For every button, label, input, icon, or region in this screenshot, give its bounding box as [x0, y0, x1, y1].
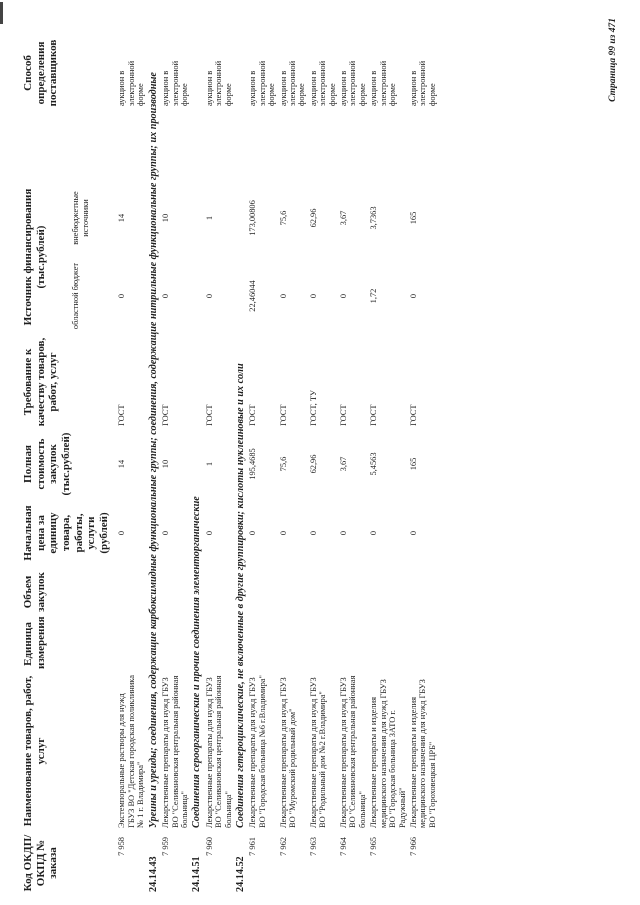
item-volume: [116, 567, 146, 617]
scan-corner-mark: [0, 2, 3, 24]
item-unit-price: 0: [117, 530, 127, 536]
item-unit: [368, 617, 408, 671]
item-blank: [160, 109, 190, 179]
item-quality: ГОСТ: [369, 404, 379, 426]
item-volume: [338, 567, 368, 617]
section-code: 24.14.51: [191, 856, 203, 892]
item-regional: 22,46044: [248, 280, 258, 312]
header-method: Способ определения поставщиков: [22, 39, 60, 107]
item-regional: 0: [278, 293, 288, 299]
item-method: аукцион в электронной форме: [117, 60, 146, 106]
item-unit-price: 0: [308, 530, 318, 536]
item-regional: 0: [204, 293, 214, 299]
item-quality: ГОСТ: [408, 404, 418, 426]
item-total: 5,4563: [369, 452, 379, 476]
item-name: Лекарственные препараты для нужд ГБУЗ ВО "Муромский родильный дом": [278, 677, 298, 828]
item-unit: [408, 617, 438, 671]
item-extra: 173,00806: [248, 200, 258, 236]
order-number: 7 966: [408, 837, 418, 856]
item-name: Экстемпоральные растворы для нужд ГБУЗ ВО "Детская городская поликлиника № 1 г. Владимира": [117, 675, 146, 828]
item-method: аукцион в электронной форме: [161, 60, 189, 106]
item-unit: [338, 617, 368, 671]
header-code: Код ОКДП/ ОКПД № заказа: [22, 834, 60, 892]
item-quality: ГОСТ: [248, 404, 258, 426]
item-quality: ГОСТ, ТУ: [308, 390, 318, 426]
item-blank: [247, 109, 277, 179]
order-number: 7 963: [308, 837, 318, 856]
item-blank: [204, 109, 234, 179]
order-number: 7 965: [369, 837, 379, 856]
item-unit-price: 0: [278, 530, 288, 536]
item-extra: 3,7363: [369, 206, 379, 230]
item-name: Лекарственные препараты для нужд ГБУЗ ВО "Селивановская центральная районная больница": [339, 675, 367, 828]
item-quality: ГОСТ: [117, 404, 127, 426]
item-total: 165: [408, 457, 418, 471]
item-volume: [247, 567, 277, 617]
item-quality: ГОСТ: [204, 404, 214, 426]
item-extra: 165: [408, 211, 418, 225]
header-funding: Источник финансирования (тыс.рублей): [22, 188, 47, 326]
item-method: аукцион в электронной форме: [204, 60, 233, 106]
item-regional: 1,72: [369, 288, 379, 304]
item-volume: [368, 567, 408, 617]
header-regional: областной бюджет: [71, 262, 81, 330]
item-regional: 0: [408, 293, 418, 299]
item-method: аукцион в электронной форме: [308, 60, 337, 106]
item-extra: 10: [161, 213, 171, 223]
item-total: 1: [204, 461, 214, 467]
item-name: Лекарственные препараты для нужд ГБУЗ ВО "Родильный дом №2 г.Владимира": [308, 677, 328, 828]
item-unit: [116, 617, 146, 671]
item-total: 14: [117, 459, 127, 469]
item-extra: 62,96: [308, 208, 318, 228]
header-volume: Объем закупок: [22, 572, 47, 612]
page-footer: Страница 99 из 471: [608, 18, 618, 102]
item-name: Лекарственные препараты и изделия медицинского назначения для нужд ГБУЗ ВО "Городская больница ЗАТО г. Радужный": [369, 679, 407, 828]
section-title: Уреины и уреиды; соединения, содержащие карбоксимидные функциональные группы; соединения, содержащие нитрильные функциональные группы; их производные: [147, 72, 159, 828]
header-extra: внебюджетные источники: [71, 191, 90, 245]
item-blank: [338, 109, 368, 179]
header-unit-price: Начальная цена за единицу товара, работы, услуги (рублей): [22, 505, 110, 561]
item-unit-price: 0: [339, 530, 349, 536]
item-blank: [408, 109, 438, 179]
item-unit: [204, 617, 234, 671]
header-blank: [20, 109, 112, 179]
item-unit-price: 0: [204, 530, 214, 536]
order-number: 7 962: [278, 837, 288, 856]
header-total: Полная стоимость закупок (тыс.рублей): [22, 432, 72, 496]
order-number: 7 959: [161, 837, 171, 856]
item-volume: [408, 567, 438, 617]
item-volume: [278, 567, 308, 617]
item-blank: [308, 109, 338, 179]
item-extra: 75,6: [278, 210, 288, 226]
item-volume: [308, 567, 338, 617]
order-number: 7 958: [117, 837, 127, 856]
item-name: Лекарственные препараты для нужд ГБУЗ ВО "Селивановская центральная районная больница": [204, 675, 233, 828]
item-total: 62,96: [308, 454, 318, 474]
item-name: Лекарственные препараты для нужд ГБУЗ ВО "Городская больница №6 г.Владимира": [248, 675, 267, 828]
item-regional: 0: [308, 293, 318, 299]
item-method: аукцион в электронной форме: [339, 60, 367, 106]
item-regional: 0: [339, 293, 349, 299]
item-method: аукцион в электронной форме: [278, 60, 307, 106]
item-blank: [278, 109, 308, 179]
item-method: аукцион в электронной форме: [408, 60, 437, 106]
item-unit-price: 0: [408, 530, 418, 536]
item-volume: [160, 567, 190, 617]
item-total: 195,4685: [248, 448, 258, 480]
item-unit: [160, 617, 190, 671]
item-blank: [116, 109, 146, 179]
item-unit-price: 0: [248, 530, 258, 536]
item-method: аукцион в электронной форме: [369, 60, 398, 106]
item-unit-price: 0: [369, 530, 379, 536]
item-name: Лекарственные препараты для нужд ГБУЗ ВО "Селивановская центральная районная больница": [161, 675, 189, 828]
item-total: 75,6: [278, 456, 288, 472]
item-quality: ГОСТ: [161, 404, 171, 426]
item-name: Лекарственные препараты и изделия медицинского назначения для нужд ГБУЗ ВО "Гороховецкая ЦРБ": [408, 679, 437, 828]
item-unit: [278, 617, 308, 671]
section-code: 24.14.52: [234, 856, 246, 892]
section-code: 24.14.43: [147, 856, 159, 892]
header-name: Наименование товаров, работ, услуг: [22, 675, 47, 827]
item-quality: ГОСТ: [339, 404, 349, 426]
item-regional: 0: [161, 293, 171, 299]
order-number: 7 964: [339, 837, 349, 856]
item-extra: 1: [204, 215, 214, 221]
item-volume: [204, 567, 234, 617]
procurement-table: [20, 15, 438, 895]
item-unit: [308, 617, 338, 671]
item-method: аукцион в электронной форме: [248, 60, 277, 106]
item-quality: ГОСТ: [278, 404, 288, 426]
item-extra: 14: [117, 213, 127, 223]
section-title: Соединения гетероциклические, не включенные в другие группировки; кислоты нуклеиновые и их соли: [234, 363, 246, 828]
header-requirements: Требование к качеству товаров, работ, услуг: [22, 337, 60, 427]
header-unit: Единица измерения: [22, 616, 47, 669]
item-unit-price: 0: [161, 530, 171, 536]
section-title: Соединения сероорганические и прочие соединения элементорганические: [191, 496, 203, 828]
item-extra: 3,67: [339, 210, 349, 226]
item-regional: 0: [117, 293, 127, 299]
item-unit: [247, 617, 277, 671]
item-total: 3,67: [339, 456, 349, 472]
order-number: 7 961: [248, 837, 258, 856]
item-blank: [368, 109, 408, 179]
order-number: 7 960: [204, 837, 214, 856]
item-total: 10: [161, 459, 171, 469]
